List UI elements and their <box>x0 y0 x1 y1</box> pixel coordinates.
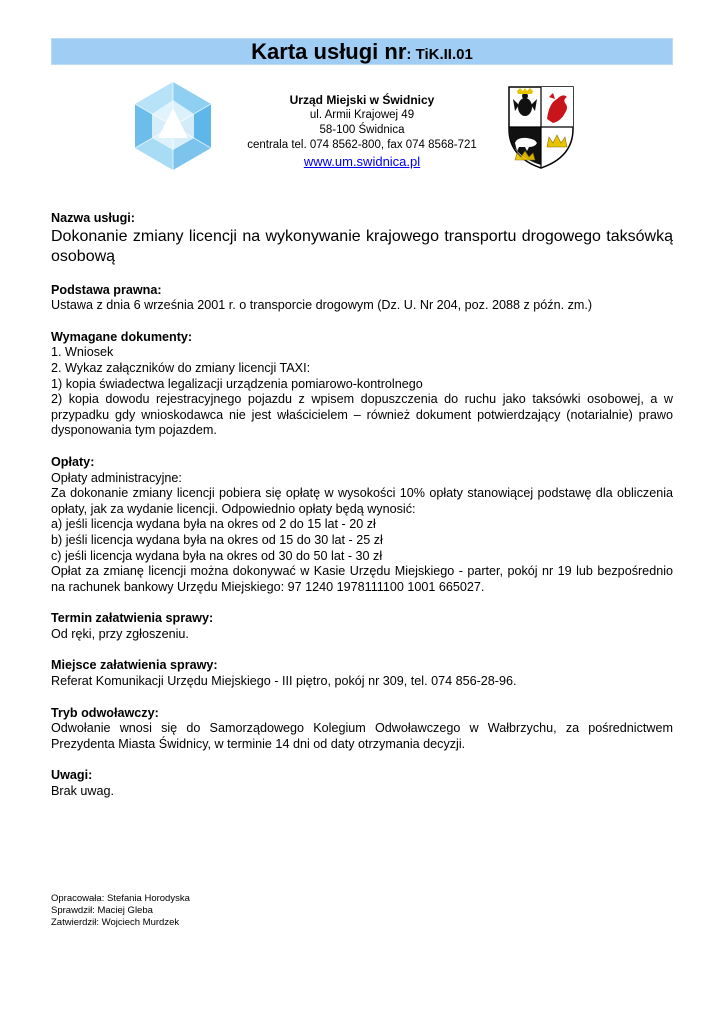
section-required-documents <box>51 330 673 439</box>
fees-label: Opłaty: <box>51 454 95 469</box>
fees-line: Opłat za zmianę licencji można dokonywać w Kasie Urzędu Miejskiego - parter, pokój nr 19 lub bezpośrednio na rachunek bankowy Urzędu Miejskiego: 97 1240 1978111100 1001 665027. <box>51 564 673 594</box>
deadline-label: Termin załatwienia sprawy: <box>51 611 214 626</box>
city-logo-icon <box>132 80 214 172</box>
appeal-label: Tryb odwoławczy: <box>51 705 159 720</box>
page-title-bar <box>51 38 673 65</box>
section-legal-basis <box>51 283 673 314</box>
section-appeal <box>51 706 673 753</box>
checked-by: Sprawdził: Maciej Gleba <box>51 905 153 916</box>
document-item: 2. Wykaz załączników do zmiany licencji TAXI: <box>51 360 311 375</box>
page-title: Karta usługi nr <box>251 39 407 64</box>
service-name-label: Nazwa usługi: <box>51 211 135 225</box>
coat-of-arms-icon <box>507 85 575 170</box>
section-place <box>51 658 673 689</box>
approval-footer <box>51 893 190 929</box>
deadline-text: Od ręki, przy zgłoszeniu. <box>51 626 189 641</box>
fees-line: Za dokonanie zmiany licencji pobiera się opłatę w wysokości 10% opłaty stanowiącej podstawę dla obliczenia opłaty, jak za wydanie licencji. Odpowiednio opłaty będą wynosić: <box>51 486 673 516</box>
prepared-by: Opracowała: Stefania Horodyska <box>51 893 190 904</box>
required-documents-label: Wymagane dokumenty: <box>51 329 193 344</box>
service-code: : TiK.II.01 <box>406 46 473 63</box>
fees-line: a) jeśli licencja wydana była na okres od 2 do 15 lat - 20 zł <box>51 517 376 532</box>
fees-line: c) jeśli licencja wydana była na okres od 30 do 50 lat - 30 zł <box>51 548 383 563</box>
service-card-content <box>51 211 673 816</box>
section-remarks <box>51 768 673 799</box>
legal-basis-text: Ustawa z dnia 6 września 2001 r. o transporcie drogowym (Dz. U. Nr 204, poz. 2088 z późn. zm.) <box>51 298 593 313</box>
document-item: 1) kopia świadectwa legalizacji urządzenia pomiarowo-kontrolnego <box>51 376 423 391</box>
approved-by: Zatwierdził: Wojciech Murdzek <box>51 917 180 928</box>
remarks-label: Uwagi: <box>51 768 93 783</box>
remarks-text: Brak uwag. <box>51 784 114 799</box>
section-fees <box>51 455 673 595</box>
legal-basis-label: Podstawa prawna: <box>51 282 162 297</box>
place-label: Miejsce załatwienia sprawy: <box>51 658 218 673</box>
office-city: 58-100 Świdnica <box>319 124 405 136</box>
section-service-name <box>51 211 673 267</box>
fees-line: Opłaty administracyjne: <box>51 470 182 485</box>
appeal-text: Odwołanie wnosi się do Samorządowego Kolegium Odwoławczego w Wałbrzychu, za pośrednictwem Prezydenta Miasta Świdnicy, w terminie 14 dni od daty otrzymania decyzji. <box>51 721 673 751</box>
section-deadline <box>51 611 673 642</box>
place-text: Referat Komunikacji Urzędu Miejskiego - III piętro, pokój nr 309, tel. 074 856-28-96. <box>51 674 517 689</box>
office-phone: centrala tel. 074 8562-800, fax 074 8568-721 <box>247 139 477 151</box>
document-item: 1. Wniosek <box>51 345 114 360</box>
office-street: ul. Armii Krajowej 49 <box>309 109 415 121</box>
service-name-text: Dokonanie zmiany licencji na wykonywanie krajowego transportu drogowego taksówką osobową <box>51 227 673 265</box>
fees-line: b) jeśli licencja wydana była na okres od 15 do 30 lat - 25 zł <box>51 532 383 547</box>
document-item: 2) kopia dowodu rejestracyjnego pojazdu z wpisem dopuszczenia do ruchu jako taksówki osobowej, a w przypadku gdy wnioskodawca nie jest właścicielem – również dokument potwierdzający (notarialnie) prawo dysponowania tym pojazdem. <box>51 392 673 438</box>
office-website-link[interactable]: www.um.swidnica.pl <box>303 154 421 169</box>
office-address-block <box>230 93 494 170</box>
office-name: Urząd Miejski w Świdnicy <box>289 93 435 107</box>
